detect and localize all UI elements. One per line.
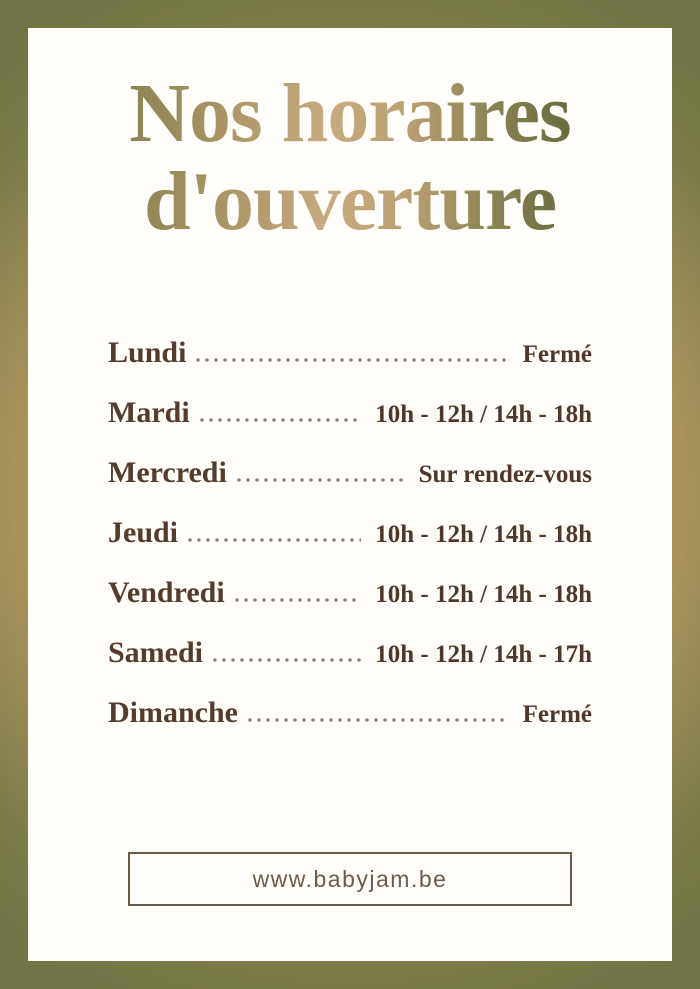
website-url: www.babyjam.be (252, 865, 448, 892)
website-box (128, 852, 572, 906)
schedule-row-tuesday (108, 398, 592, 428)
page-title (129, 67, 571, 249)
dotted-leader (235, 598, 362, 602)
hours-value: 10h - 12h / 14h - 17h (375, 640, 592, 668)
hours-value: Fermé (522, 340, 592, 368)
day-label: Vendredi (108, 576, 225, 610)
day-label: Dimanche (108, 696, 238, 730)
dotted-leader (248, 718, 509, 722)
hours-value: 10h - 12h / 14h - 18h (375, 580, 592, 608)
page-title-line1: Nos horaires (129, 67, 571, 160)
dotted-leader (200, 418, 362, 422)
page-title-line2: d'ouverture (143, 155, 557, 249)
schedule-row-sunday (108, 698, 592, 728)
day-label: Samedi (108, 636, 204, 670)
hours-value: 10h - 12h / 14h - 18h (375, 400, 592, 428)
schedule-row-wednesday (108, 458, 592, 488)
dotted-leader (213, 658, 361, 662)
day-label: Mardi (108, 396, 190, 430)
schedule-row-saturday (108, 638, 592, 668)
day-label: Jeudi (108, 516, 179, 550)
opening-hours-list (28, 338, 672, 758)
day-label: Lundi (108, 336, 187, 370)
hours-value: 10h - 12h / 14h - 18h (375, 520, 592, 548)
dotted-leader (188, 538, 361, 542)
hours-value: Fermé (522, 700, 592, 728)
dotted-leader (237, 478, 405, 482)
dotted-leader (196, 358, 508, 362)
schedule-row-thursday (108, 518, 592, 548)
poster-card (28, 28, 672, 961)
hours-value: Sur rendez-vous (418, 460, 592, 488)
day-label: Mercredi (108, 456, 227, 490)
schedule-row-friday (108, 578, 592, 608)
schedule-row-monday (108, 338, 592, 368)
